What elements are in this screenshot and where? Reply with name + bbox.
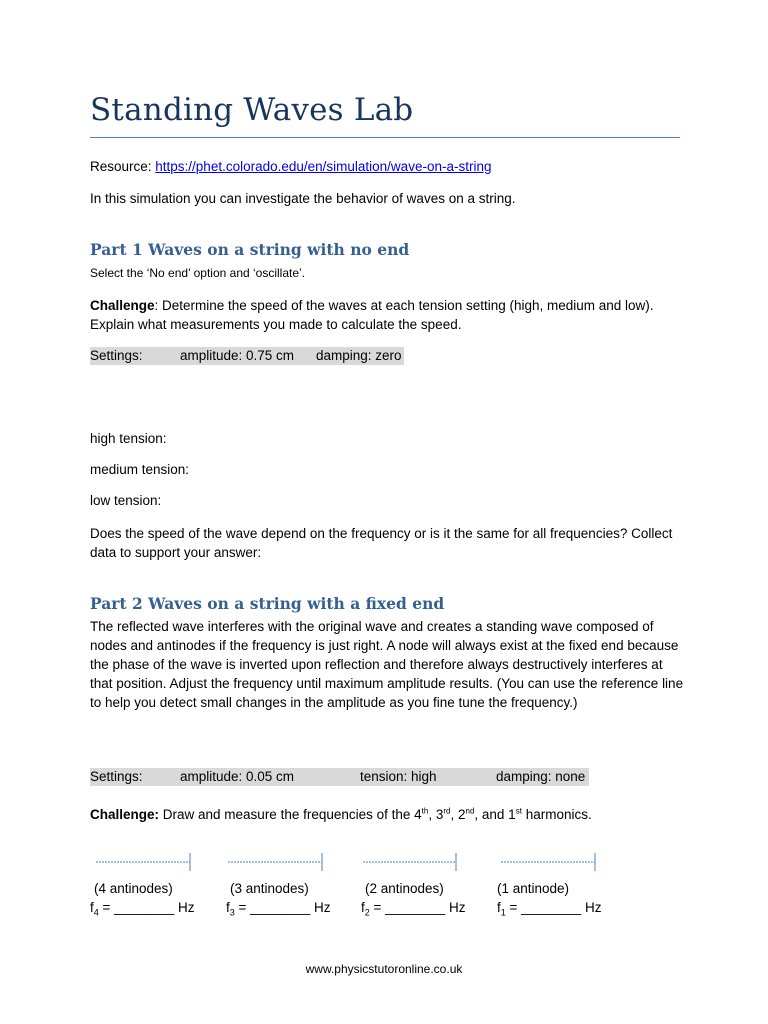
page-title: Standing Waves Lab — [90, 92, 414, 128]
settings-label: Settings: — [90, 769, 143, 784]
f-subscript: 1 — [500, 907, 506, 918]
part2-challenge — [90, 805, 680, 824]
sup-rd: rd — [443, 806, 451, 816]
f-subscript: 3 — [229, 907, 235, 918]
string-diagram — [497, 850, 599, 872]
frequency-blank — [226, 900, 331, 918]
speed-question: Does the speed of the wave depend on the frequency or is it the same for all frequencies? Collect data to support your answer: — [90, 526, 673, 560]
settings-damping: damping: zero — [316, 348, 402, 363]
challenge-text-1: , and 1 — [474, 807, 516, 822]
footer-url: www.physicstutoronline.co.uk — [305, 962, 463, 976]
f-symbol: f — [361, 900, 365, 915]
high-tension-label: high tension: — [90, 431, 167, 446]
title-underline — [90, 137, 680, 138]
part1-challenge — [90, 296, 680, 334]
f-symbol: f — [226, 900, 230, 915]
blank-line: = ________ Hz — [98, 900, 195, 915]
f-subscript: 2 — [364, 907, 370, 918]
f-symbol: f — [497, 900, 501, 915]
string-diagram — [361, 850, 463, 872]
sup-st: st — [515, 806, 522, 816]
challenge-label: Challenge: — [90, 807, 160, 822]
settings-damping: damping: none — [496, 769, 586, 784]
resource-label: Resource: — [90, 159, 156, 174]
challenge-text-3: , 3 — [428, 807, 444, 822]
antinode-label: (2 antinodes) — [365, 881, 444, 896]
resource-link[interactable]: https://phet.colorado.edu/en/simulation/wave-on-a-string — [155, 159, 492, 174]
antinode-label: (1 antinode) — [497, 881, 570, 896]
challenge-text: Draw and measure the frequencies of the 4 — [159, 807, 422, 822]
antinode-label: (4 antinodes) — [94, 881, 173, 896]
medium-tension-label: medium tension: — [90, 462, 190, 477]
part1-settings-bar — [90, 347, 404, 365]
string-diagram — [90, 850, 192, 872]
frequency-blank — [90, 900, 195, 918]
blank-line: = ________ Hz — [505, 900, 602, 915]
part2-body: The reflected wave interferes with the original wave and creates a standing wave composed of nodes and antinodes if the frequency is just right. A node will always exist at the fixed end because the phase of the wave is inverted upon reflection and therefore always destructively interferes at that position. Adjust the frequency until maximum amplitude results. (You can use the reference line to help you detect small changes in the amplitude as you fine tune the frequency.) — [90, 619, 684, 710]
f-subscript: 4 — [93, 907, 99, 918]
challenge-text: : Determine the speed of the waves at each tension setting (high, medium and low). Explain what measurements you made to calculate the speed. — [90, 298, 654, 332]
settings-tension: tension: high — [360, 769, 437, 784]
f-symbol: f — [90, 900, 94, 915]
string-diagram — [226, 850, 328, 872]
settings-amplitude: amplitude: 0.05 cm — [180, 769, 295, 784]
part1-instruction: Select the ‘No end’ option and ‘oscillate’. — [90, 266, 306, 280]
part2-settings-bar — [90, 768, 589, 786]
part2-heading: Part 2 Waves on a string with a fixed end — [90, 594, 445, 613]
low-tension-label: low tension: — [90, 493, 162, 508]
sup-nd: nd — [465, 806, 475, 816]
settings-amplitude: amplitude: 0.75 cm — [180, 348, 295, 363]
frequency-blank — [361, 900, 466, 918]
antinode-label: (3 antinodes) — [230, 881, 309, 896]
challenge-text-end: harmonics. — [521, 807, 592, 822]
frequency-blank — [497, 900, 602, 918]
intro-text: In this simulation you can investigate the behavior of waves on a string. — [90, 191, 516, 206]
blank-line: = ________ Hz — [369, 900, 466, 915]
part1-heading: Part 1 Waves on a string with no end — [90, 240, 410, 259]
challenge-text-2: , 2 — [450, 807, 466, 822]
settings-label: Settings: — [90, 348, 143, 363]
challenge-label: Challenge — [90, 298, 155, 313]
resource-line — [90, 157, 680, 176]
blank-line: = ________ Hz — [234, 900, 331, 915]
sup-th: th — [421, 806, 429, 816]
